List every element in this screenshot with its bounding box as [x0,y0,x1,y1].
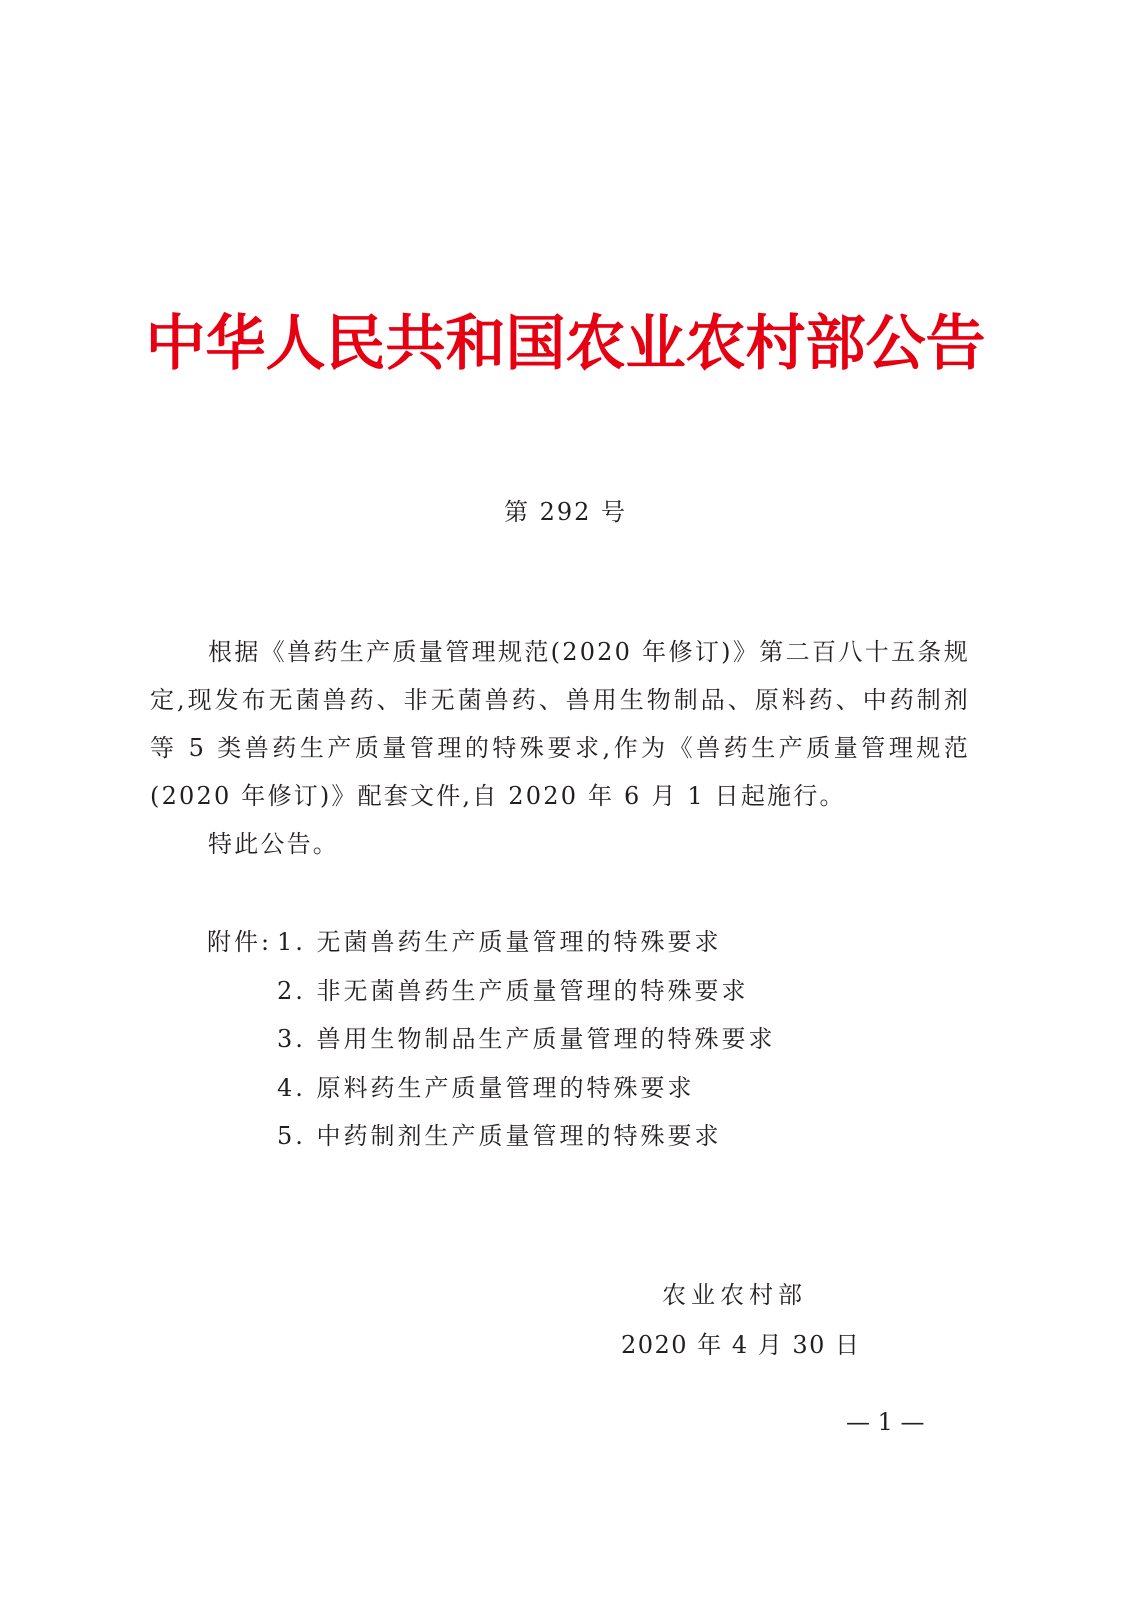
attachment-prefix: 附件: [207,928,273,956]
attachment-indent [207,1112,277,1161]
attachment-item-label: 5. 中药制剂生产质量管理的特殊要求 [277,1122,722,1150]
attachment-indent [207,967,277,1016]
attachment-item [207,967,967,1016]
page-number: — 1 — [846,1408,925,1436]
attachment-item-label: 2. 非无菌兽药生产质量管理的特殊要求 [277,976,749,1005]
attachment-list [207,918,967,1161]
signer-name: 农业农村部 [662,1281,807,1309]
attachment-item-label: 1. 无菌兽药生产质量管理的特殊要求 [277,928,722,956]
signature-date: 2020 年 4 月 30 日 [621,1331,861,1359]
document-title: 中华人民共和国农业农村部公告 [145,309,986,379]
attachment-item [207,1015,967,1064]
body-paragraph-closing: 特此公告。 [208,830,339,858]
body-paragraph-main: 根据《兽药生产质量管理规范(2020 年修订)》第二百八十五条规定,现发布无菌兽药、非无菌兽药、兽用生物制品、原料药、中药制剂等 5 类兽药生产质量管理的特殊要求,作为《兽药生产质量管理规范(2020 年修订)》配套文件,自 2020 年 6 月 1 日起施行。 [150,638,970,810]
attachment-indent [207,1064,277,1113]
attachment-item [207,1112,967,1161]
attachment-item-label: 3. 兽用生物制品生产质量管理的特殊要求 [277,1025,776,1053]
attachment-item-label: 4. 原料药生产质量管理的特殊要求 [277,1073,695,1102]
attachment-indent [207,1015,277,1064]
document-number: 第 292 号 [503,498,628,526]
attachment-item [207,918,967,967]
document-body [150,628,970,868]
attachment-item [207,1064,967,1113]
